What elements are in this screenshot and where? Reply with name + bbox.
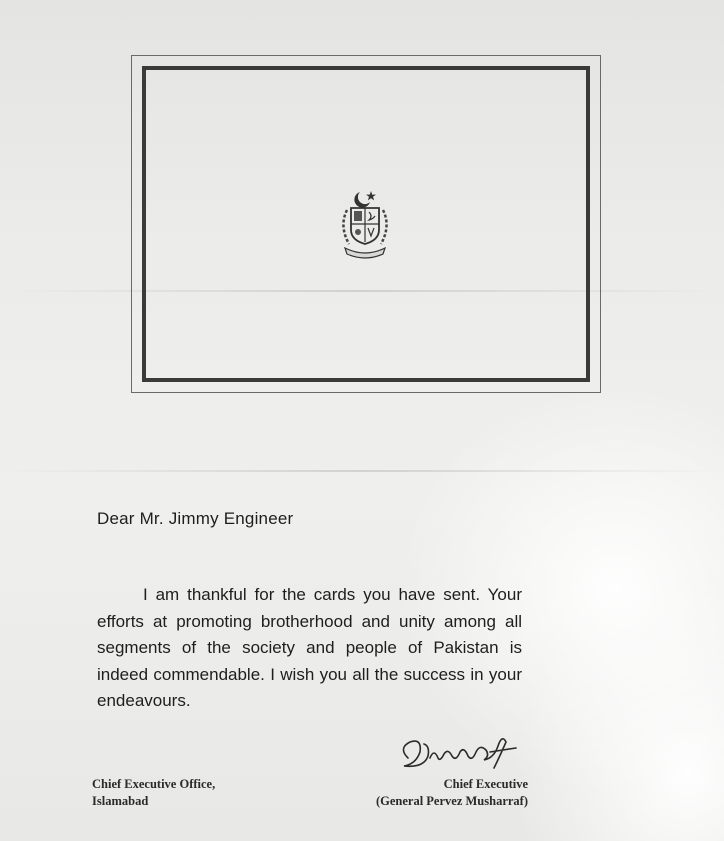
signatory-block xyxy=(360,776,528,810)
salutation: Dear Mr. Jimmy Engineer xyxy=(97,509,294,528)
letter-body: I am thankful for the cards you have sent. Your efforts at promoting brotherhood and unity among all segments of the society and people of Pakistan is indeed commendable. I wish you all the success in your endeavours. xyxy=(97,585,522,710)
paper-fold-line xyxy=(0,470,724,472)
pakistan-state-emblem-icon xyxy=(333,188,397,262)
signatory-name: (General Pervez Musharraf) xyxy=(375,794,528,808)
office-name: Chief Executive Office, xyxy=(92,777,216,791)
signatory-title: Chief Executive xyxy=(443,777,528,791)
handwritten-signature-icon xyxy=(394,728,524,776)
office-city: Islamabad xyxy=(92,794,149,808)
office-address xyxy=(92,776,215,810)
